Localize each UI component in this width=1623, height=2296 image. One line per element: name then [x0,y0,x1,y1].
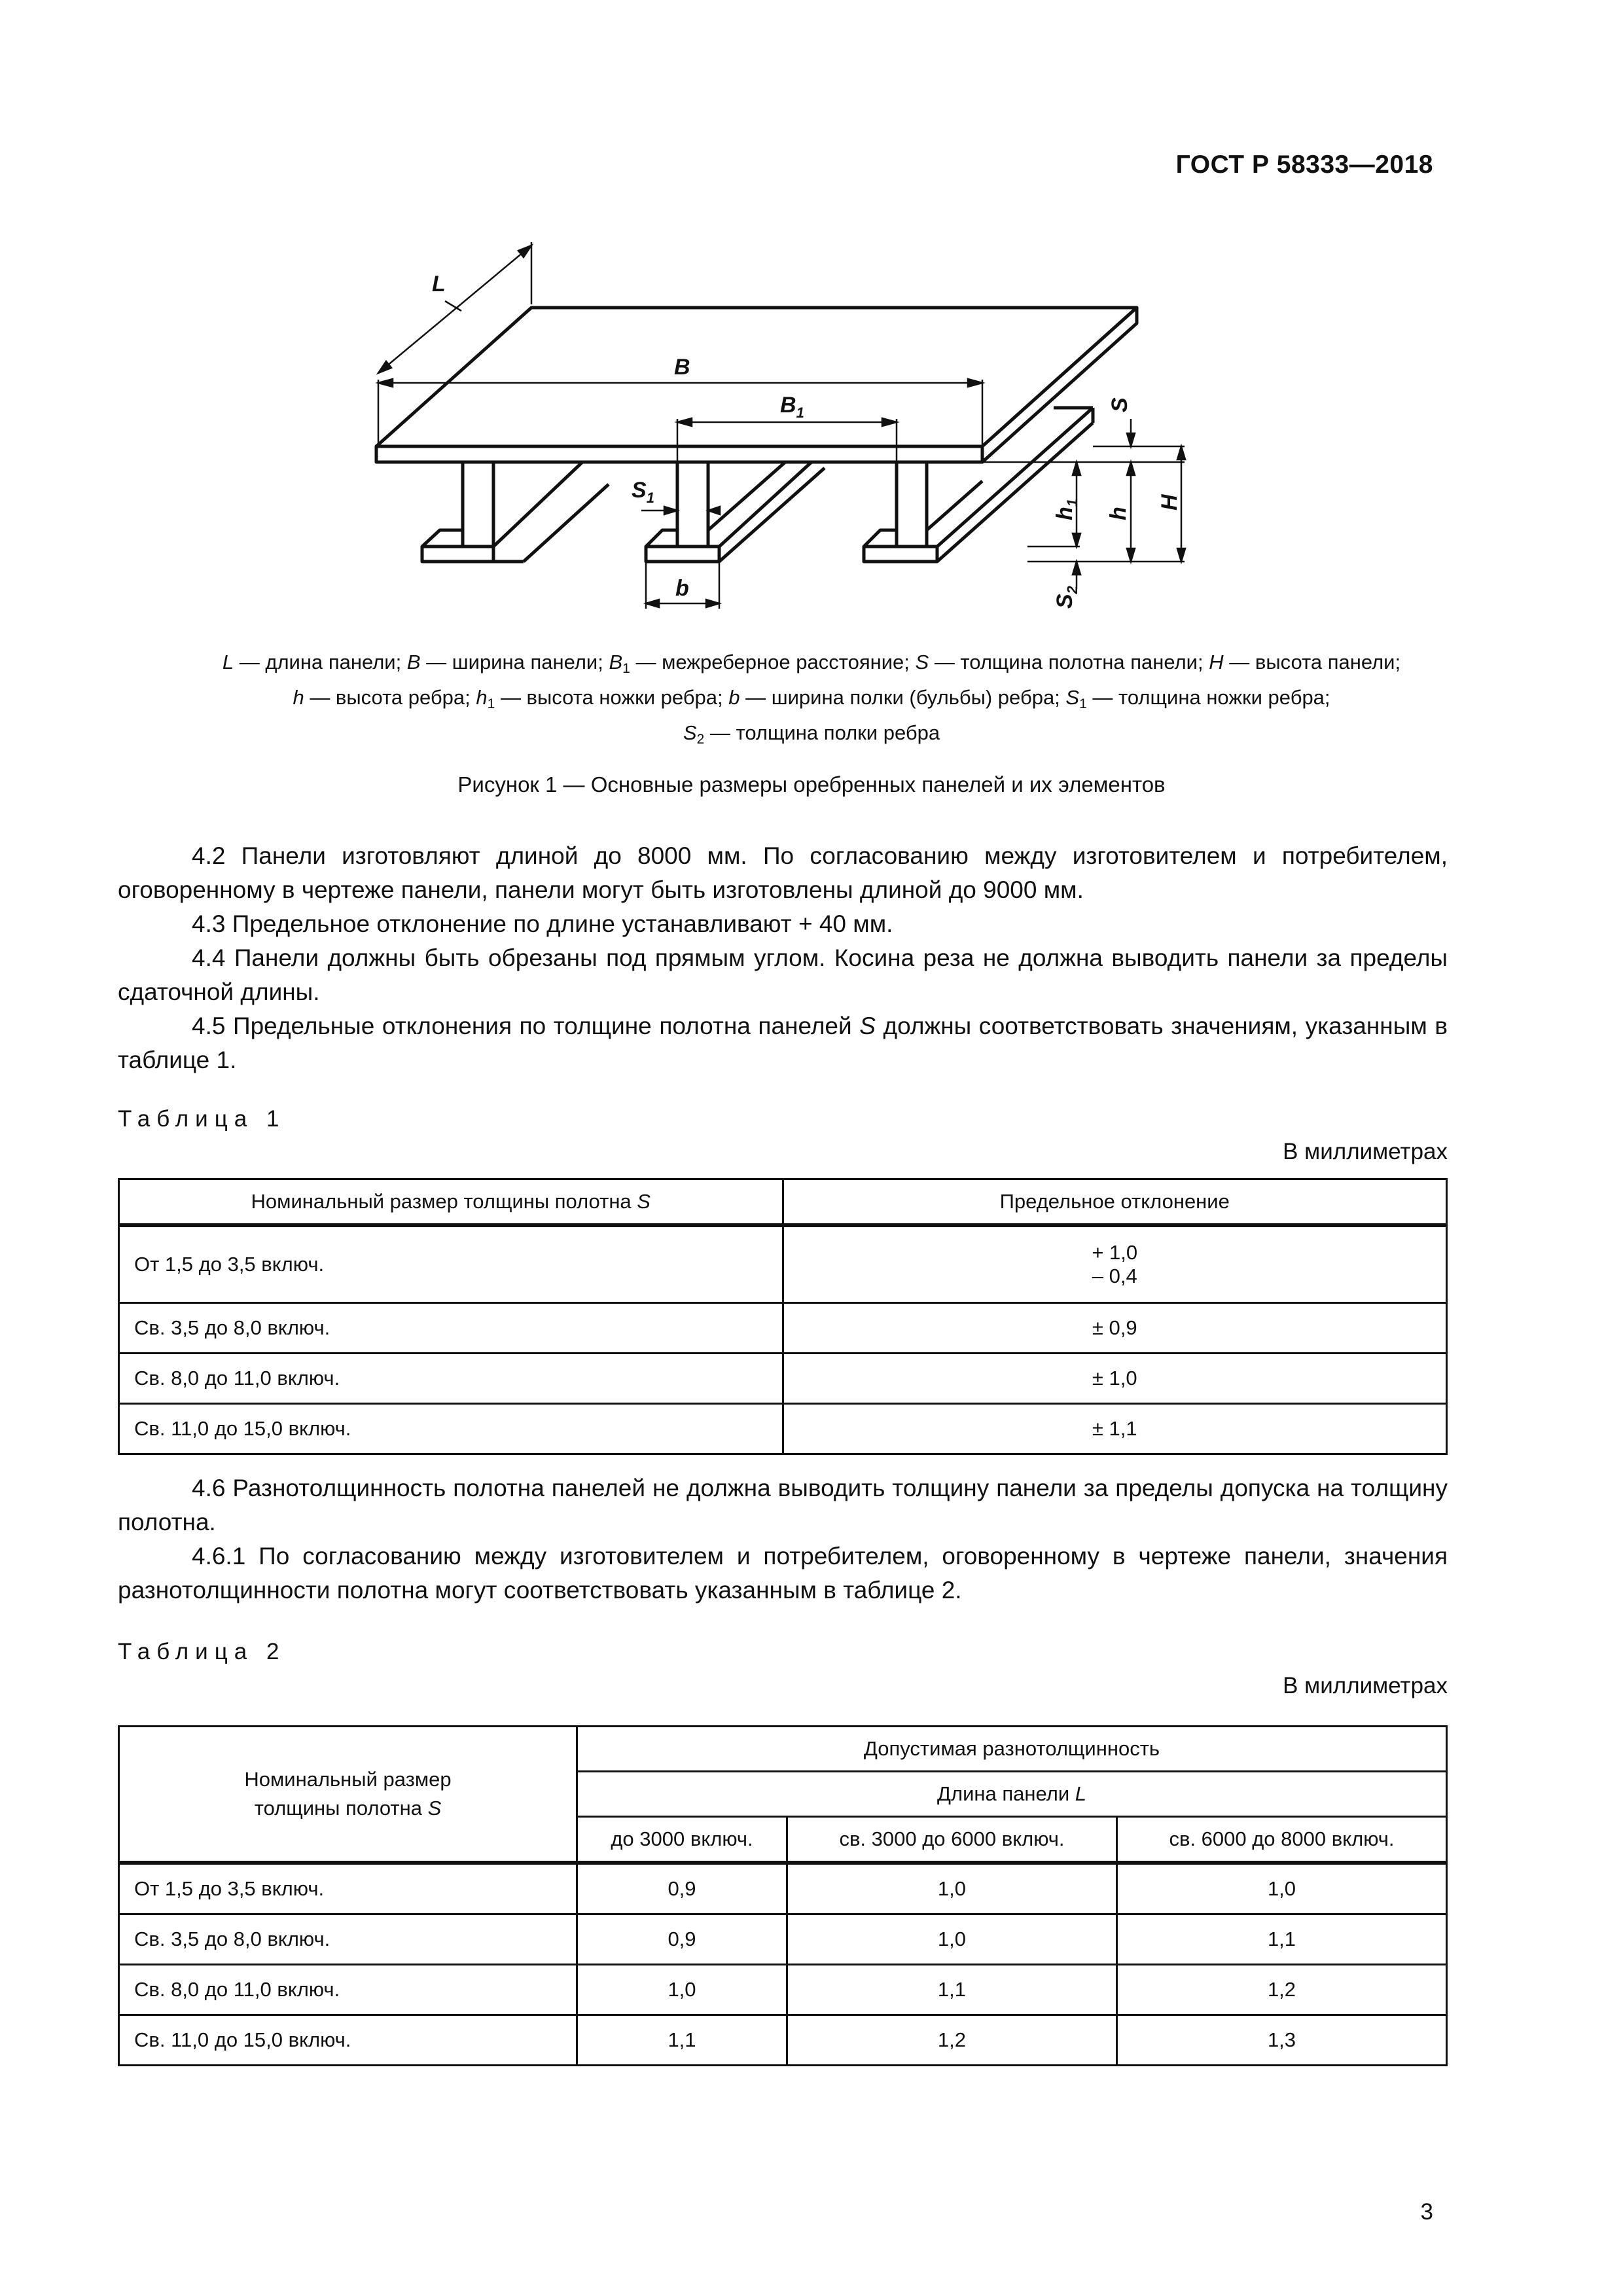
table-2-row-header: Номинальный размер толщины полотна S [119,1727,577,1863]
table-row: Св. 3,5 до 8,0 включ. 0,9 1,0 1,1 [119,1914,1447,1965]
legend-text: — толщина ножки ребра; [1086,686,1330,709]
label-S1: $S_1$ [632,478,654,506]
panel-plate-front [376,446,982,462]
figure-caption: Рисунок 1 — Основные размеры оребренных панелей и их элементов [457,772,1166,797]
table-row: Св. 8,0 до 11,0 включ. ± 1,0 [119,1354,1447,1404]
legend-text: — длина панели; [234,651,407,673]
legend-text: — толщина полотна панели; [929,651,1209,673]
legend-text: — высота ножки ребра; [495,686,729,709]
legend-subscript: 1 [487,696,495,711]
label-L: L [432,272,446,296]
table-2-col-3: св. 6000 до 8000 включ. [1116,1817,1446,1863]
label-S: S [1107,397,1132,412]
legend-text: — толщина полки ребра [704,721,940,744]
label-H: H [1157,494,1182,511]
table-2-col-1: до 3000 включ. [577,1817,787,1863]
table-2-label: Таблица 2 [118,1639,286,1664]
legend-symbol: S [915,651,929,673]
ribbed-panel-drawing [366,223,1257,615]
table-row: От 1,5 до 3,5 включ. 0,9 1,0 1,0 [119,1863,1447,1914]
legend-text: — ширина панели; [420,651,609,673]
paragraph-4-6: 4.6 Разнотолщинность полотна панелей не должна выводить толщину панели за пределы допуска на толщину полотна. [118,1475,1448,1535]
table-row: От 1,5 до 3,5 включ. + 1,0 – 0,4 [119,1225,1447,1303]
page-number: 3 [1420,2199,1433,2225]
table-1-col-deviation: Предельное отклонение [783,1179,1447,1226]
table-2 [118,1725,1448,2066]
table-1-label: Таблица 1 [118,1106,286,1132]
legend-symbol: B [406,651,421,673]
legend-text: — высота панели; [1223,651,1401,673]
paragraph-4-4: 4.4 Панели должны быть обрезаны под прямым углом. Косина реза не должна выводить панели за пределы сдаточной длины. [118,944,1448,1005]
document-code: ГОСТ Р 58333—2018 [1175,151,1433,179]
label-b: b [675,576,689,601]
paragraph-4-5: 4.5 Предельные отклонения по толщине полотна панелей S должны соответствовать значениям, указанным в таблице 1. [118,1013,1448,1073]
table-2-units: В миллиметрах [1283,1673,1448,1698]
rib-2-flange [646,547,719,562]
rib-3-web [897,462,927,547]
table-1-col-size: Номинальный размер толщины полотна S [119,1179,783,1226]
legend-subscript: 2 [696,732,705,747]
legend-line-3 [118,719,1505,754]
table-row: Св. 11,0 до 15,0 включ. 1,1 1,2 1,3 [119,2015,1447,2066]
legend-text: — межреберное расстояние; [630,651,916,673]
label-S2: $S_2$ [1052,586,1080,609]
legend-symbol: h [293,686,304,709]
legend-symbol: H [1209,651,1224,673]
legend-symbol: h [476,686,488,709]
legend-subscript: 1 [622,661,630,676]
label-h: h [1106,507,1131,520]
table-2-col-2: св. 3000 до 6000 включ. [787,1817,1116,1863]
legend-symbol: L [222,651,234,673]
table-2-group-header: Допустимая разнотолщинность [577,1727,1447,1772]
legend-symbol: b [728,686,740,709]
paragraph-4-2: 4.2 Панели изготовляют длиной до 8000 мм. По согласованию между изготовителем и потребителем, оговоренному в чертеже панели, панели могут быть изготовлены длиной до 9000 мм. [118,842,1448,903]
table-2-sub-header: Длина панели L [577,1772,1447,1817]
table-1 [118,1178,1448,1455]
legend-symbol: S [1065,686,1080,709]
legend-symbol: B [609,651,623,673]
table-row: Св. 8,0 до 11,0 включ. 1,0 1,1 1,2 [119,1965,1447,2015]
table-row: Св. 11,0 до 15,0 включ. ± 1,1 [119,1404,1447,1454]
table-row: Св. 3,5 до 8,0 включ. ± 0,9 [119,1303,1447,1354]
legend-subscript: 1 [1079,696,1087,711]
table-1-units: В миллиметрах [1283,1139,1448,1164]
rib-2-web [677,462,708,547]
legend-text: — ширина полки (бульбы) ребра; [740,686,1066,709]
legend-symbol: S [683,721,697,744]
label-h1: $h_1$ [1052,498,1080,520]
rib-1-web [463,462,493,547]
legend-line-1 [118,648,1505,683]
legend-line-2 [118,683,1505,719]
label-B: B [674,355,690,380]
rib-1-flange [422,547,493,562]
legend-text: — высота ребра; [304,686,476,709]
rib-3-flange [864,547,937,562]
label-B1: $B_1$ [780,393,804,421]
figure-legend [118,648,1505,754]
paragraph-4-6-1: 4.6.1 По согласованию между изготовителем и потребителем, оговоренному в чертеже панели, значения разнотолщинности полотна могут соответствовать указанным в таблице 2. [118,1543,1448,1604]
paragraph-4-3: 4.3 Предельное отклонение по длине устанавливают + 40 мм. [192,910,893,937]
